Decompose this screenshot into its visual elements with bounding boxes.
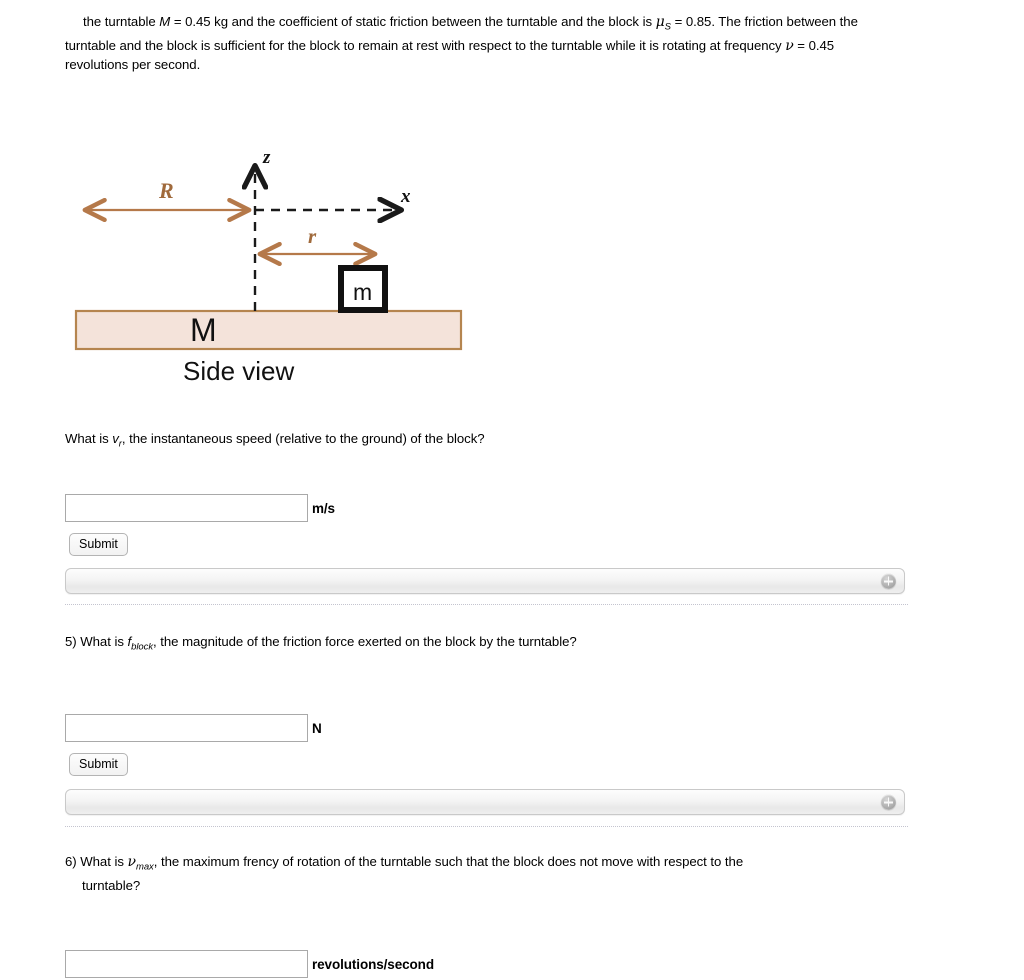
q5-expand-bar[interactable]	[65, 789, 905, 815]
plus-circle-icon[interactable]	[881, 574, 896, 589]
question-q4-text	[65, 430, 865, 454]
radius-R-label: R	[159, 178, 174, 203]
q4-text-before: What is	[65, 431, 113, 446]
q6-text-after: , the maximum frency of rotation of the turntable such that the block does not move with respect to the	[153, 854, 744, 869]
q5-submit-button[interactable]: Submit	[69, 753, 128, 776]
q4-symbol-subscript: r	[118, 438, 122, 450]
q4-answer-row	[65, 494, 335, 522]
q5-unit-label: N	[312, 720, 322, 736]
q4-submit-button[interactable]: Submit	[69, 533, 128, 556]
side-view-diagram	[65, 140, 485, 390]
symbol-mu-subscript: S	[664, 21, 671, 33]
intro-prefix: the turntable	[83, 14, 160, 30]
q6-symbol: ν	[127, 854, 136, 870]
section-separator	[65, 826, 908, 828]
x-axis-label: x	[401, 186, 411, 207]
symbol-nu: ν	[785, 38, 794, 55]
turntable-slab	[76, 311, 461, 349]
intro-nu-value: = 0.45 revolutions per second.	[65, 38, 835, 73]
q5-text-after: , the magnitude of the friction force exerted on the block by the turntable?	[153, 634, 577, 649]
q6-number: 6)	[65, 854, 81, 869]
q6-text-continued: turntable?	[82, 878, 141, 894]
q5-answer-row	[65, 714, 322, 742]
q4-text-after: , the instantaneous speed (relative to the ground) of the block?	[121, 431, 485, 446]
question-q5-text	[65, 633, 885, 657]
q4-answer-input[interactable]	[65, 494, 308, 522]
symbol-mu: μ	[655, 14, 665, 31]
question-q6-text	[65, 853, 910, 896]
q4-unit-label: m/s	[312, 500, 335, 516]
figure-caption: Side view	[183, 356, 295, 386]
plus-circle-icon[interactable]	[881, 795, 896, 810]
q6-symbol-subscript: max	[135, 861, 154, 873]
q6-unit-label: revolutions/second	[312, 956, 434, 972]
section-separator	[65, 604, 908, 606]
radius-r-label: r	[308, 224, 317, 248]
q5-symbol: f	[127, 634, 132, 649]
q6-answer-row	[65, 950, 434, 978]
q6-text-before: What is	[80, 854, 128, 869]
z-axis-label: z	[263, 147, 271, 168]
q6-answer-input[interactable]	[65, 950, 308, 978]
problem-statement	[65, 13, 897, 74]
intro-mass-value: = 0.45 kg and the coefficient of static friction between the turntable and the block is	[170, 14, 656, 30]
q4-symbol: v	[112, 431, 119, 446]
q5-text-before: What is	[80, 634, 128, 649]
q4-expand-bar[interactable]	[65, 568, 905, 594]
intro-mu-value: = 0.85. The friction between the turntable and the block is sufficient for the block to remain at rest with respect to the turntable while it is rotating at frequency	[65, 14, 858, 54]
block-m-label: m	[353, 279, 373, 305]
q5-symbol-subscript: block	[131, 641, 154, 653]
turntable-label-M: M	[190, 312, 217, 348]
q5-answer-input[interactable]	[65, 714, 308, 742]
symbol-M: M	[159, 14, 171, 30]
q5-number: 5)	[65, 634, 81, 649]
